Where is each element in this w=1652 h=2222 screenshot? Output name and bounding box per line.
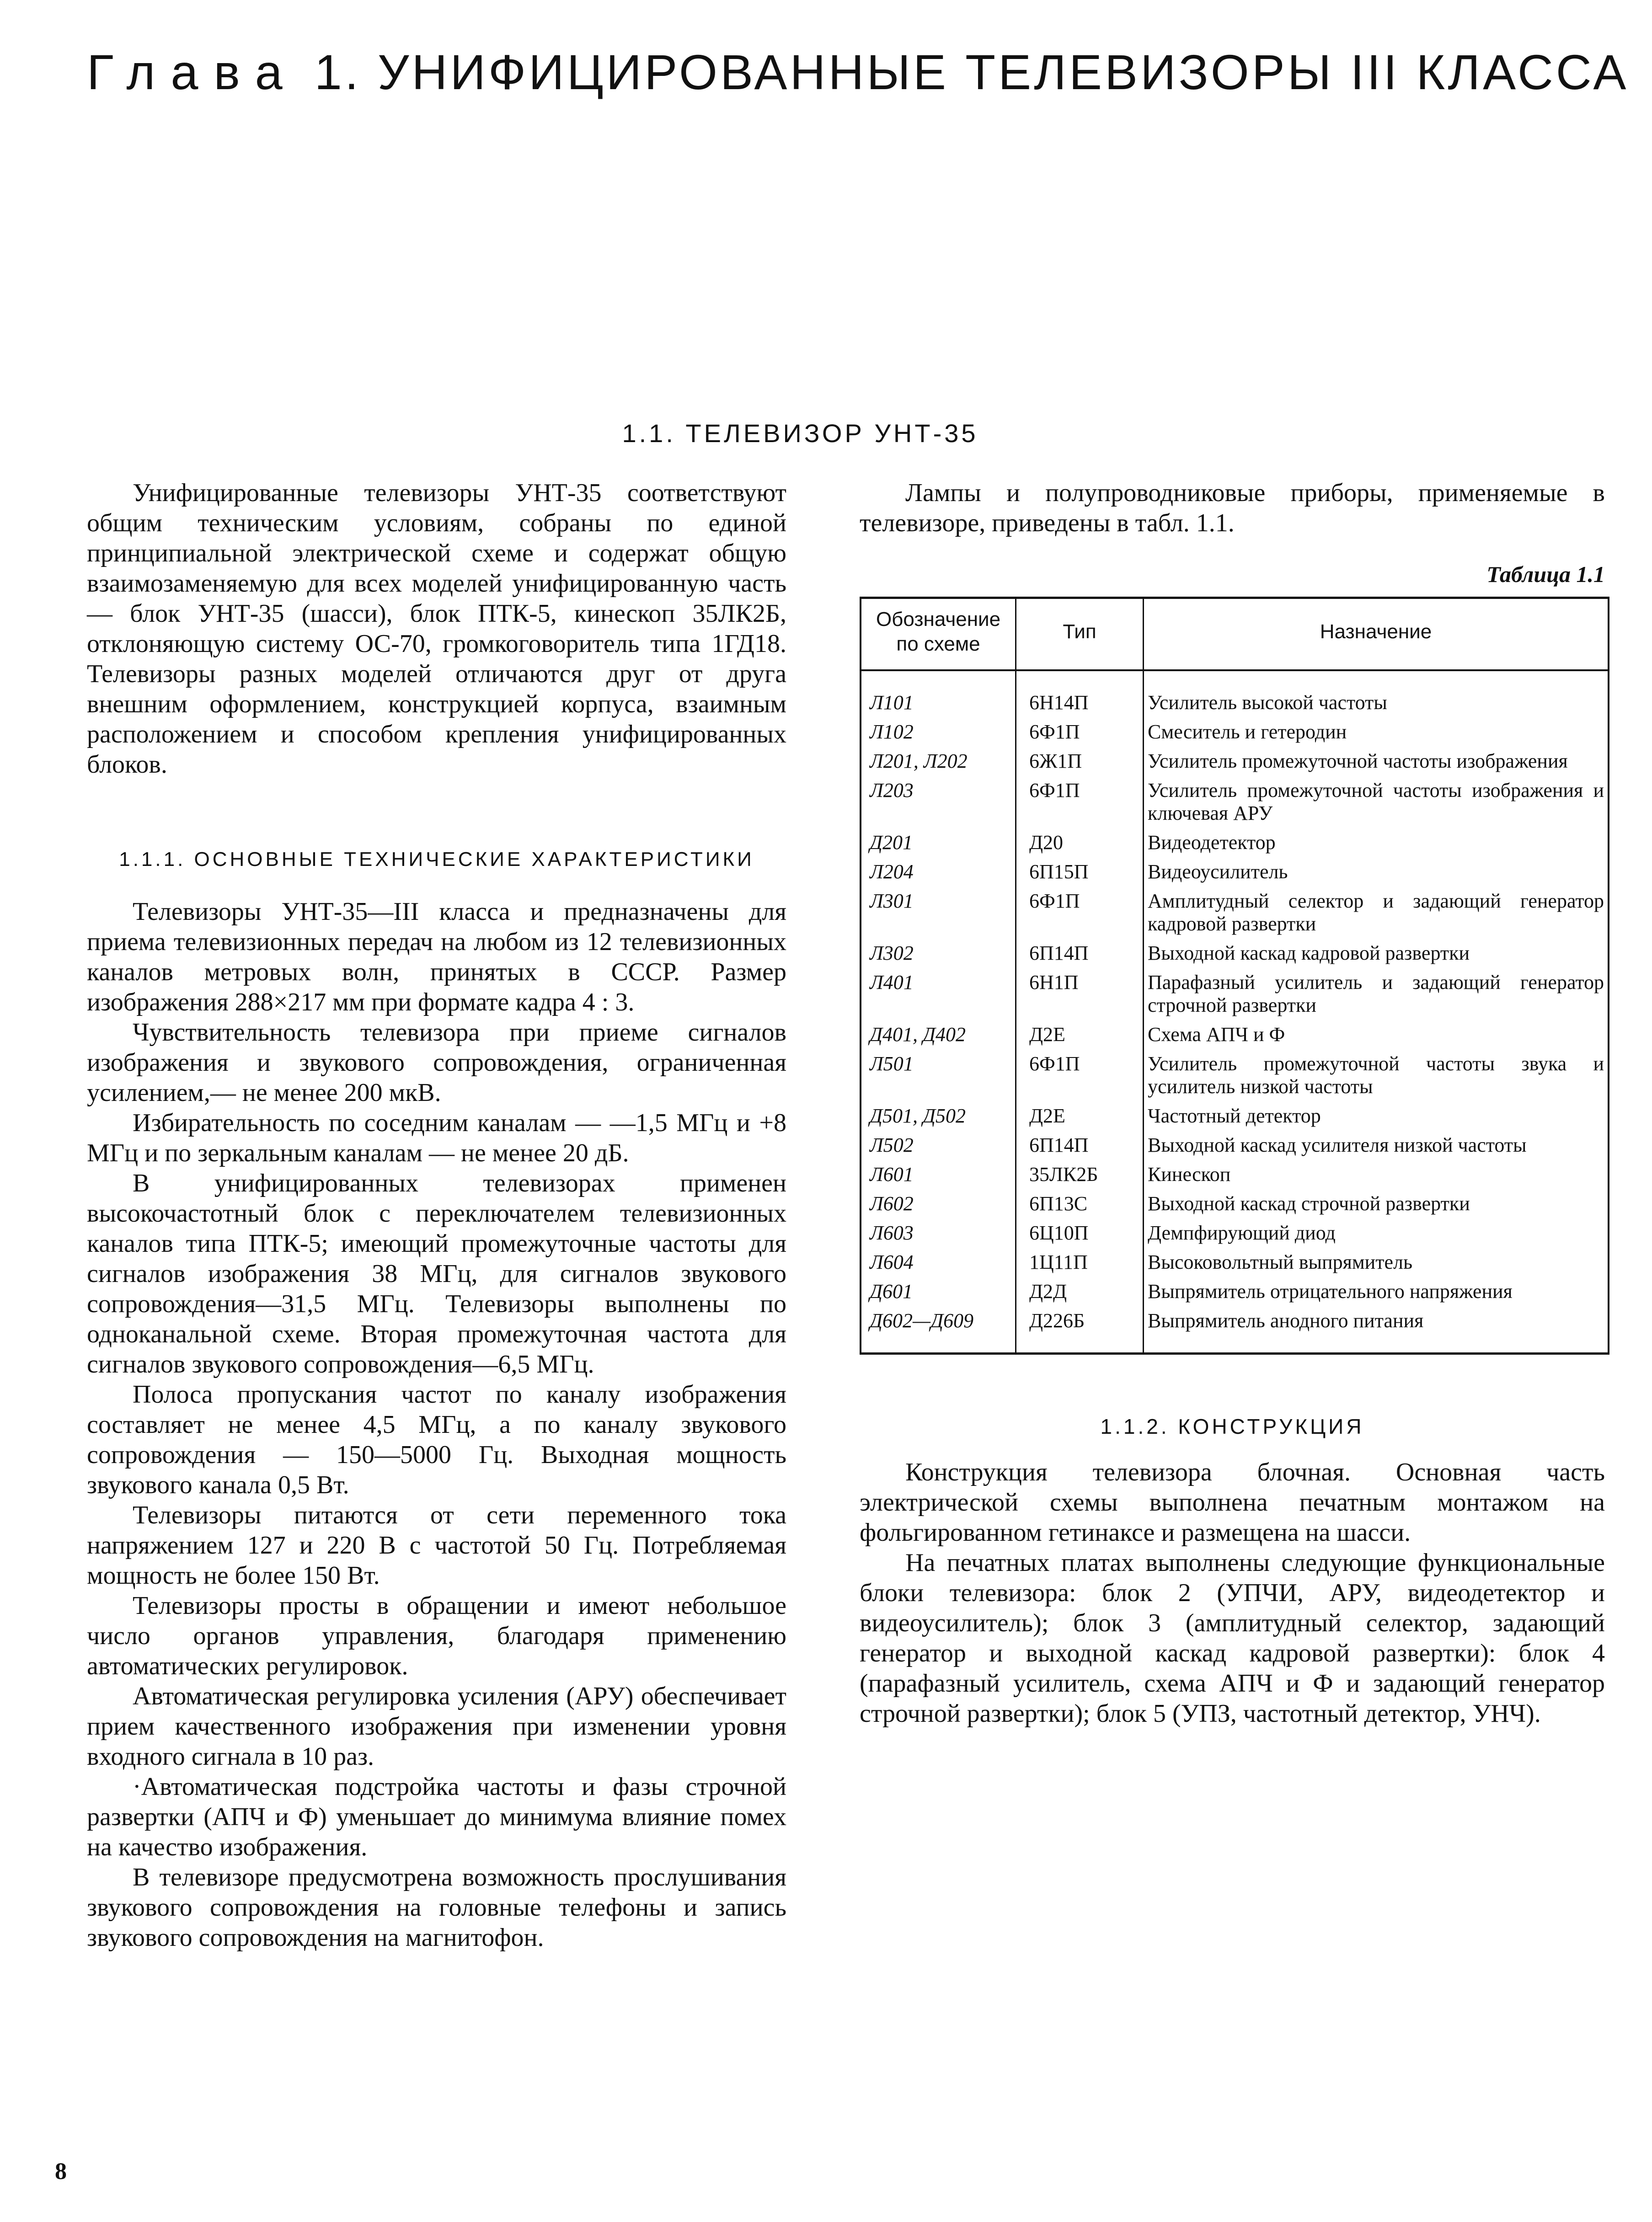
cell-type: Д2Е <box>1016 1102 1144 1131</box>
cell-type: 1Ц11П <box>1016 1248 1144 1277</box>
table-header-row <box>861 598 1609 671</box>
table-row <box>861 939 1609 968</box>
table-row <box>861 1131 1609 1160</box>
cell-type: Д226Б <box>1016 1307 1144 1354</box>
cell-type: 35ЛК2Б <box>1016 1160 1144 1190</box>
cell-purpose: Усилитель промежуточной частоты изображения <box>1148 750 1568 772</box>
cell-type: 6Ж1П <box>1016 747 1144 776</box>
cell-purpose: Кинескоп <box>1148 1163 1231 1186</box>
specs-paragraph-6: Телевизоры питаются от сети переменного тока напряжением 127 и 220 В с частотой 50 Гц. Потребляемая мощность не более 150 Вт. <box>87 1501 786 1590</box>
specs-paragraph-2: Чувствительность телевизора при приеме сигналов изображения и звукового сопровождения, ограниченная усилением,— не менее 200 мкВ. <box>87 1018 786 1107</box>
table-row <box>861 1102 1609 1131</box>
cell-type: 6Ф1П <box>1016 1050 1144 1102</box>
chapter-heading <box>87 43 1629 101</box>
table-row <box>861 887 1609 939</box>
table-row <box>861 1050 1609 1102</box>
cell-type: Д2Д <box>1016 1277 1144 1307</box>
cell-designation: Л204 <box>861 858 1016 887</box>
table-row <box>861 968 1609 1020</box>
cell-designation: Д401, Д402 <box>861 1020 1016 1050</box>
table-row <box>861 1307 1609 1354</box>
cell-purpose: Частотный детектор <box>1148 1105 1321 1127</box>
specs-paragraph-9: ·Автоматическая подстройка частоты и фазы строчной развертки (АПЧ и Ф) уменьшает до минимума влияние помех на качество изображения. <box>87 1773 786 1861</box>
cell-designation: Л502 <box>861 1131 1016 1160</box>
specs-paragraph-5: Полоса пропускания частот по каналу изображения составляет не менее 4,5 МГц, а по каналу звукового сопровождения — 150—5000 Гц. Выходная мощность звукового канала 0,5 Вт. <box>87 1380 786 1499</box>
intro-paragraph: Унифицированные телевизоры УНТ-35 соответствуют общим техническим условиям, собраны по единой принципиальной электрической схеме и содержат общую взаимозаменяемую для всех моделей унифицированную часть — блок УНТ-35 (шасси), блок ПТК-5, кинескоп 35ЛК2Б, отклоняющую систему ОС-70, громкоговоритель типа 1ГД18. Телевизоры разных моделей отличаются друг от друга внешним оформлением, конструкцией корпуса, взаимным расположением и способом крепления унифицированных блоков. <box>87 479 786 779</box>
cell-designation: Л102 <box>861 718 1016 747</box>
cell-type: 6П15П <box>1016 858 1144 887</box>
table-row <box>861 1190 1609 1219</box>
construction-paragraph-2: На печатных платах выполнены следующие функциональные блоки телевизора: блок 2 (УПЧИ, АРУ, видеодетектор и видеоусилитель); блок 3 (амплитудный селектор, задающий генератор и выходной каскад кадровой развертки): блок 4 (парафазный усилитель, схема АПЧ и Ф и задающий генератор строчной развертки); блок 5 (УПЗ, частотный детектор, УНЧ). <box>860 1549 1605 1728</box>
cell-designation: Л101 <box>861 670 1016 718</box>
specs-paragraph-7: Телевизоры просты в обращении и имеют небольшое число органов управления, благодаря применению автоматических регулировок. <box>87 1592 786 1680</box>
cell-type: 6П14П <box>1016 939 1144 968</box>
specs-paragraph-4: В унифицированных телевизорах применен высокочастотный блок с переключателем телевизионных каналов типа ПТК-5; имеющий промежуточные частоты для сигналов изображения 38 МГц, для сигналов звукового сопровождения—31,5 МГц. Телевизоры выполнены по одноканальной схеме. Вторая промежуточная частота для сигналов звукового сопровождения—6,5 МГц. <box>87 1169 786 1378</box>
chapter-prefix: Глава <box>87 44 298 100</box>
cell-type: 6П13С <box>1016 1190 1144 1219</box>
cell-type: Д20 <box>1016 828 1144 858</box>
cell-purpose: Выходной каскад усилителя низкой частоты <box>1148 1134 1527 1156</box>
lamps-intro: Лампы и полупроводниковые приборы, применяемые в телевизоре, приведены в табл. 1.1. <box>860 479 1605 537</box>
cell-purpose: Видеодетектор <box>1148 831 1276 854</box>
cell-purpose: Амплитудный селектор и задающий генератор кадровой развертки <box>1148 890 1604 935</box>
table-row <box>861 1219 1609 1248</box>
cell-type: 6Ц10П <box>1016 1219 1144 1248</box>
components-table <box>860 597 1609 1355</box>
header-designation: Обозначение по схеме <box>861 598 1016 671</box>
cell-designation: Д201 <box>861 828 1016 858</box>
table-row <box>861 1248 1609 1277</box>
cell-type: 6Н14П <box>1016 670 1144 718</box>
right-column <box>860 478 1605 1729</box>
cell-designation: Л401 <box>861 968 1016 1020</box>
page-number: 8 <box>55 2158 67 2185</box>
cell-purpose: Парафазный усилитель и задающий генератор строчной развертки <box>1148 971 1604 1016</box>
construction-paragraph-1: Конструкция телевизора блочная. Основная часть электрической схемы выполнена печатным монтажом на фольгированном гетинаксе и размещена на шасси. <box>860 1458 1605 1547</box>
cell-purpose: Высоковольтный выпрямитель <box>1148 1251 1413 1273</box>
specs-paragraph-1: Телевизоры УНТ-35—III класса и предназначены для приема телевизионных передач на любом из 12 телевизионных каналов метровых волн, принятых в СССР. Размер изображения 288×217 мм при формате кадра 4 : 3. <box>87 897 786 1016</box>
cell-designation: Л201, Л202 <box>861 747 1016 776</box>
cell-purpose: Демпфирующий диод <box>1148 1222 1336 1244</box>
table-body <box>861 670 1609 1354</box>
cell-purpose: Смеситель и гетеродин <box>1148 721 1347 743</box>
cell-designation: Д601 <box>861 1277 1016 1307</box>
cell-designation: Л501 <box>861 1050 1016 1102</box>
cell-type: 6П14П <box>1016 1131 1144 1160</box>
table-row <box>861 1160 1609 1190</box>
table-row <box>861 670 1609 718</box>
cell-purpose: Выходной каскад кадровой развертки <box>1148 942 1470 964</box>
cell-type: 6Н1П <box>1016 968 1144 1020</box>
cell-purpose: Усилитель промежуточной частоты звука и усилитель низкой частоты <box>1148 1052 1604 1098</box>
cell-purpose: Усилитель промежуточной частоты изображения и ключевая АРУ <box>1148 779 1604 824</box>
cell-designation: Д602—Д609 <box>861 1307 1016 1354</box>
cell-designation: Л301 <box>861 887 1016 939</box>
table-row <box>861 1277 1609 1307</box>
cell-purpose: Выпрямитель отрицательного напряжения <box>1148 1280 1513 1303</box>
table-row <box>861 858 1609 887</box>
cell-designation: Д501, Д502 <box>861 1102 1016 1131</box>
cell-purpose: Схема АПЧ и Ф <box>1148 1023 1285 1046</box>
cell-designation: Л603 <box>861 1219 1016 1248</box>
table-row <box>861 776 1609 828</box>
cell-purpose: Выходной каскад строчной развертки <box>1148 1192 1470 1215</box>
cell-designation: Л604 <box>861 1248 1016 1277</box>
cell-type: Д2Е <box>1016 1020 1144 1050</box>
cell-type: 6Ф1П <box>1016 776 1144 828</box>
table-row <box>861 1020 1609 1050</box>
table-caption: Таблица 1.1 <box>1486 561 1605 587</box>
table-row <box>861 718 1609 747</box>
specs-paragraph-8: Автоматическая регулировка усиления (АРУ) обеспечивает прием качественного изображения при изменении уровня входного сигнала в 10 раз. <box>87 1682 786 1771</box>
left-column <box>87 478 786 1953</box>
construction-title: 1.1.2. КОНСТРУКЦИЯ <box>1100 1415 1364 1438</box>
table-row <box>861 828 1609 858</box>
cell-purpose: Усилитель высокой частоты <box>1148 691 1387 714</box>
specs-paragraph-10: В телевизоре предусмотрена возможность прослушивания звукового сопровождения на головные телефоны и запись звукового сопровождения на магнитофон. <box>87 1863 786 1952</box>
specs-paragraph-3: Избирательность по соседним каналам — —1,5 МГц и +8 МГц и по зеркальным каналам — не менее 20 дБ. <box>87 1109 786 1167</box>
cell-designation: Л203 <box>861 776 1016 828</box>
table-row <box>861 747 1609 776</box>
cell-designation: Л601 <box>861 1160 1016 1190</box>
cell-type: 6Ф1П <box>1016 887 1144 939</box>
cell-purpose: Видеоусилитель <box>1148 860 1288 883</box>
header-purpose: Назначение <box>1144 598 1609 671</box>
specs-title: 1.1.1. ОСНОВНЫЕ ТЕХНИЧЕСКИЕ ХАРАКТЕРИСТИКИ <box>119 848 754 871</box>
cell-designation: Л602 <box>861 1190 1016 1219</box>
cell-designation: Л302 <box>861 939 1016 968</box>
header-type: Тип <box>1016 598 1144 671</box>
cell-purpose: Выпрямитель анодного питания <box>1148 1309 1424 1332</box>
section-title: 1.1. ТЕЛЕВИЗОР УНТ-35 <box>622 419 978 448</box>
cell-type: 6Ф1П <box>1016 718 1144 747</box>
chapter-title: 1. УНИФИЦИРОВАННЫЕ ТЕЛЕВИЗОРЫ III КЛАССА <box>314 44 1629 100</box>
